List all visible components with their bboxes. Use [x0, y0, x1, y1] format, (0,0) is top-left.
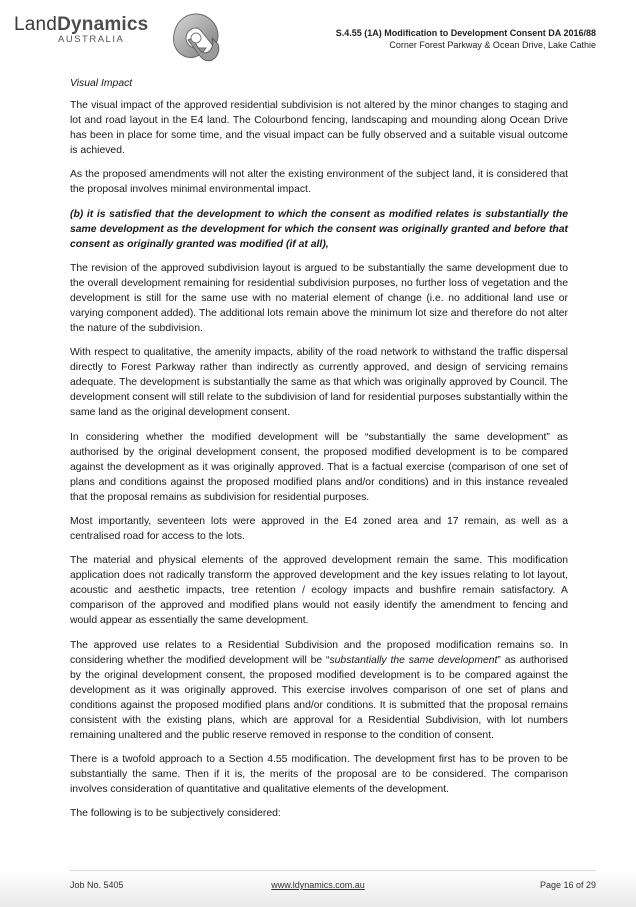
website-link[interactable]: www.ldynamics.com.au	[271, 880, 365, 890]
document-reference	[336, 28, 596, 50]
criterion-heading: (b) it is satisfied that the development to which the consent as modified relates is substantially the same development as the development for which the consent was originally granted and before that consent as originally granted was modified (if at all),	[70, 208, 568, 250]
page-body	[70, 76, 568, 830]
page-footer	[0, 870, 636, 907]
page-header	[0, 0, 636, 70]
paragraph: In considering whether the modified development will be “substantially the same development” as authorised by the original development consent, the proposed modified development is to be compared against the development as it was originally approved. That is a factual exercise (comparison of one set of plans and conditions against the proposed modified plans and/or conditions) and in this instance revealed that the proposal remains as subdivision for residential purposes.	[70, 431, 568, 503]
paragraph: The visual impact of the approved residential subdivision is not altered by the minor changes to staging and lot and road layout in the E4 land. The Colourbond fencing, landscaping and mounding along Ocean Drive has been in place for some time, and the visual impact can be fully observed and a suitable visual outcome is achieved.	[70, 100, 568, 157]
logo-knot-icon	[168, 10, 224, 66]
paragraph: The revision of the approved subdivision layout is argued to be substantially the same development due to the overall development remaining for residential subdivision purposes, no further loss of vegetation and the development is still for the same use with no material element of change (i.e. no additional land use or varying component added). The additional lots remain above the minimum lot size and therefore do not alter the nature of the subdivision.	[70, 262, 568, 335]
page-number: Page 16 of 29	[539, 880, 596, 890]
job-number: Job No. 5405	[70, 880, 124, 890]
paragraph: As the proposed amendments will not alter the existing environment of the subject land, it is considered that the proposal involves minimal environmental impact.	[70, 169, 568, 196]
logo-name-bold: Dynamics	[57, 14, 149, 35]
paragraph-text: The approved use relates to a Residential Subdivision and the proposed modification remains so. In considering whether the modified development will be “	[70, 639, 568, 666]
logo-wordmark	[14, 14, 174, 36]
paragraph: The material and physical elements of the approved development remain the same. This modification application does not radically transform the approved development and the key issues relating to lot layout, acoustic and aesthetic impacts, tree retention / ecology impacts and bushfire remain satisfactory. A comparison of the approved and modified plans would not easily identify the amendment to fencing and would appear as essentially the same development.	[70, 555, 568, 627]
logo-subtitle: AUSTRALIA	[58, 34, 125, 45]
logo-name-light: Land	[14, 14, 58, 35]
site-address: Corner Forest Parkway & Ocean Drive, Lake Cathie	[389, 40, 596, 50]
paragraph	[70, 638, 568, 744]
paragraph: The following is to be subjectively considered:	[70, 808, 281, 820]
paragraph: There is a twofold approach to a Section 4.55 modification. The development first has to be proven to be substantially the same. Then if it is, the merits of the proposal are to be considered. The comparison involves consideration of quantitative and qualitative elements of the development.	[70, 754, 568, 796]
paragraph: With respect to qualitative, the amenity impacts, ability of the road network to withstand the traffic dispersal directly to Forest Parkway rather than indirectly as currently approved, and design of servicing remains adequate. The development is substantially the same as that which was originally approved by Council. The development consent will still relate to the subdivision of land for residential purposes substantially within the same land as the original development consent.	[70, 347, 568, 419]
footer-divider	[70, 870, 596, 871]
paragraph-emphasis: substantially the same development	[329, 654, 498, 666]
paragraph: Most importantly, seventeen lots were approved in the E4 zoned area and 17 remain, as well as a centralised road for access to the lots.	[70, 515, 568, 543]
logo-text	[14, 14, 174, 45]
section-title: Visual Impact	[70, 78, 133, 89]
document-title: S.4.55 (1A) Modification to Development Consent DA 2016/88	[335, 28, 596, 38]
paragraph-text: ” as authorised by the original development consent, the proposed modified development is to be compared against the development as it was originally approved. This exercise involves comparison of one set of plans and conditions against the proposed modified plans and/or conditions. It is submitted that the proposal remains consistent with the existing plans, which are approval for a Residential Subdivision, with lot numbers remaining unaltered and the public reserve removed in response to the condition of consent.	[70, 654, 568, 741]
